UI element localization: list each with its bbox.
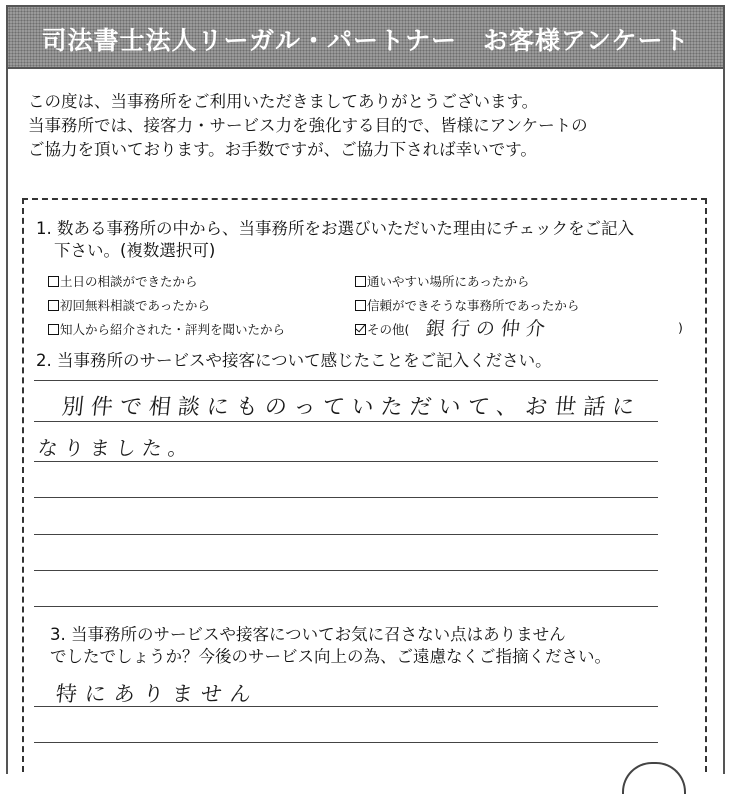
other-close-paren: ) <box>678 320 683 335</box>
question-3-line-2: でしたでしょうか？今後のサービス向上の為、ご遠慮なくご指摘ください。 <box>50 647 611 666</box>
option-label: 信頼ができそうな事務所であったから <box>367 298 580 313</box>
question-3 <box>50 624 611 668</box>
answer-line <box>34 706 658 707</box>
intro-line: 当事務所では、接客力・サービス力を強化する目的で、皆様にアンケートの <box>28 116 588 135</box>
checkbox-icon[interactable] <box>355 300 366 311</box>
other-answer-handwriting: 銀行の仲介 <box>424 318 553 340</box>
question-1-line-1: 1. 数ある事務所の中から、当事務所をお選びいただいた理由にチェックをご記入 <box>36 219 634 238</box>
checkbox-icon[interactable] <box>48 324 59 335</box>
answer-line <box>34 380 658 381</box>
answer-line <box>34 421 658 422</box>
option-free-consultation[interactable] <box>48 296 210 314</box>
q3-answer-handwriting: 特にありません <box>54 682 261 706</box>
q2-answer-line-1: 別件で相談にものっていただいて、お世話に <box>60 395 643 420</box>
answer-line <box>34 742 658 743</box>
header-banner <box>8 7 723 69</box>
option-trust[interactable] <box>355 296 579 314</box>
question-1-line-2: 下さい。(複数選択可) <box>54 241 216 260</box>
q2-answer-line-2: なりました。 <box>36 436 196 460</box>
checkbox-icon[interactable] <box>355 276 366 287</box>
survey-title: 司法書士法人リーガル・パートナー お客様アンケート <box>41 26 690 55</box>
option-label: 土日の相談ができたから <box>60 274 198 289</box>
question-3-line-1: 3. 当事務所のサービスや接客についてお気に召さない点はありません <box>50 625 566 644</box>
answer-line <box>34 534 658 535</box>
answer-line <box>34 570 658 571</box>
checkbox-icon[interactable] <box>48 300 59 311</box>
answer-line <box>34 497 658 498</box>
option-label: 初回無料相談であったから <box>60 298 210 313</box>
answer-line <box>34 461 658 462</box>
option-other[interactable] <box>355 320 409 338</box>
option-label: その他( <box>367 322 410 337</box>
checked-checkbox-icon[interactable] <box>355 324 366 335</box>
answer-line <box>34 606 658 607</box>
checkbox-icon[interactable] <box>48 276 59 287</box>
intro-text <box>28 90 708 162</box>
option-weekend[interactable] <box>48 272 198 290</box>
question-2: 2. 当事務所のサービスや接客について感じたことをご記入ください。 <box>36 351 552 370</box>
intro-line: この度は、当事務所をご利用いただきましてありがとうございます。 <box>28 92 539 111</box>
question-1 <box>36 218 634 262</box>
option-referral[interactable] <box>48 320 285 338</box>
option-label: 通いやすい場所にあったから <box>367 274 530 289</box>
intro-line: ご協力を頂いております。お手数ですが、ご協力下されば幸いです。 <box>28 140 537 159</box>
option-location[interactable] <box>355 272 529 290</box>
option-label: 知人から紹介された・評判を聞いたから <box>60 322 286 337</box>
